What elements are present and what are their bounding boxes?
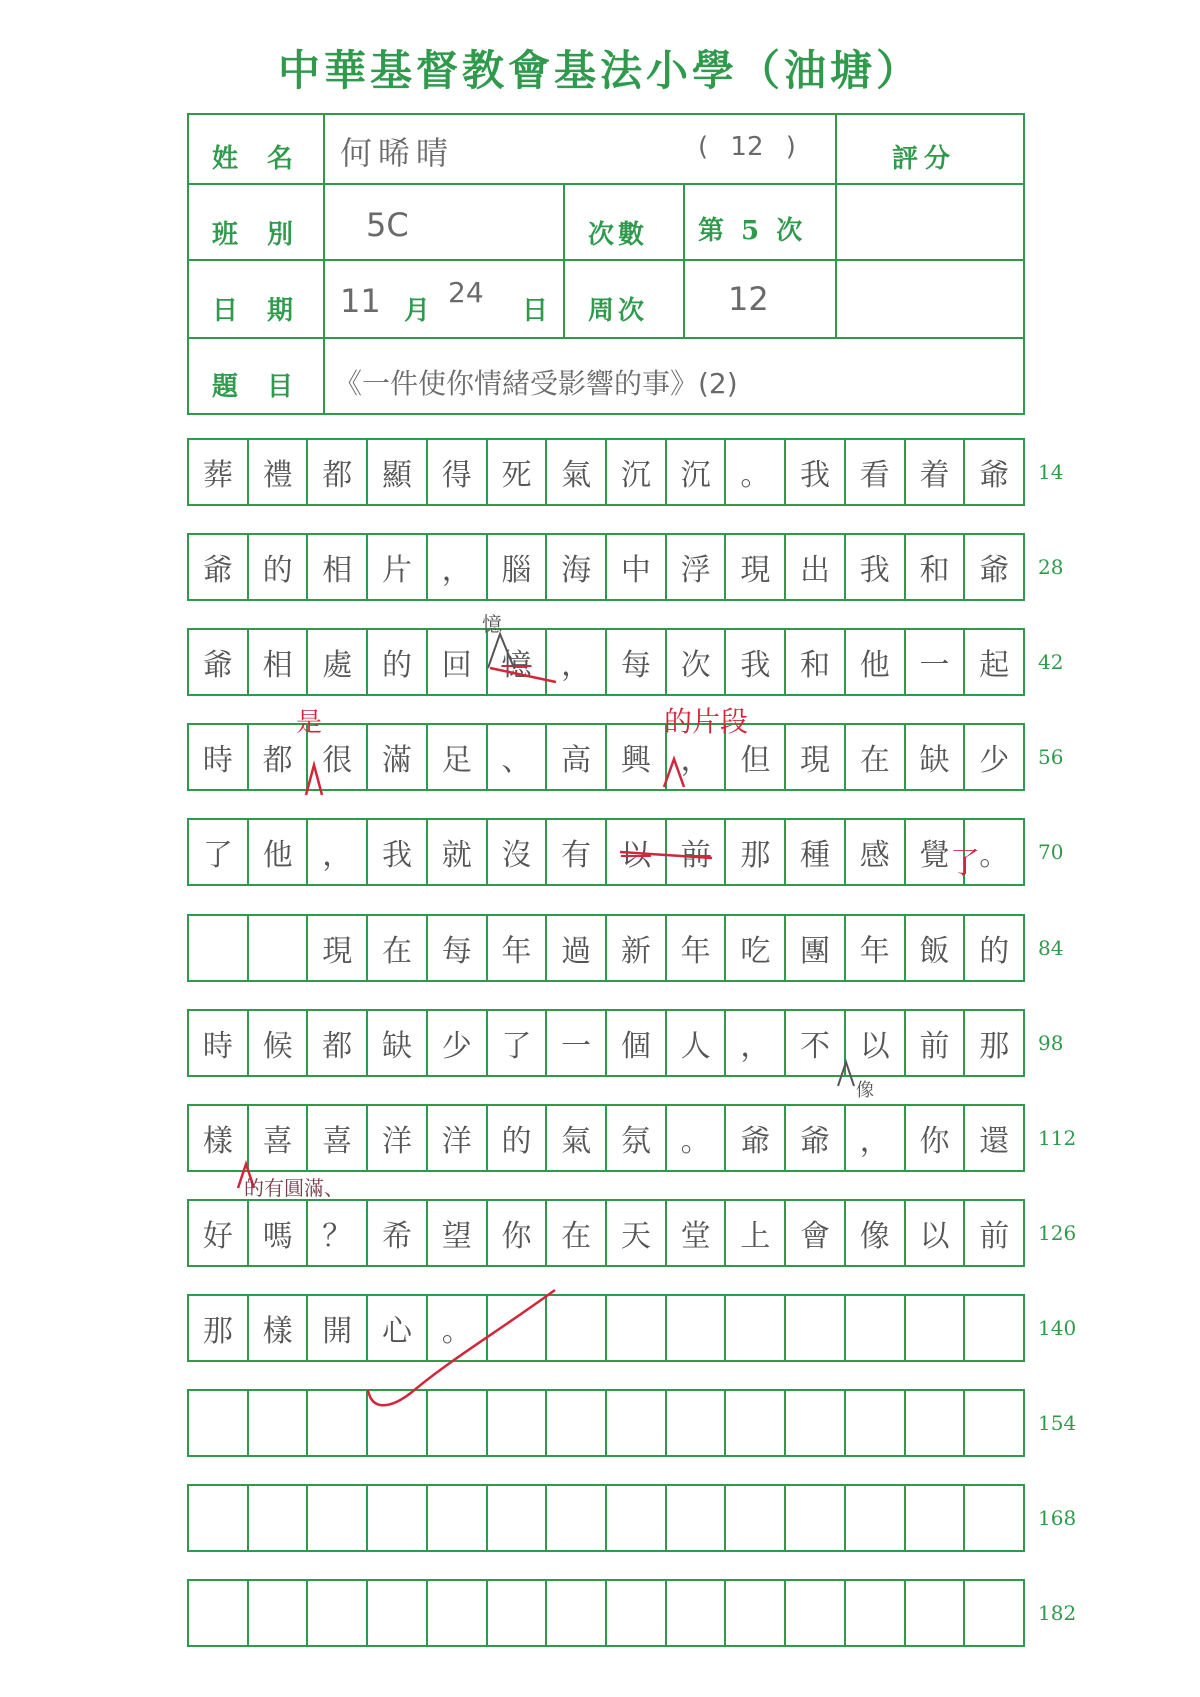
character-count: 112 — [1038, 1126, 1077, 1150]
attempt-label: 次數 — [588, 220, 649, 250]
grid-cell: 爺 — [202, 553, 233, 588]
grid-cell: 覺 — [904, 820, 964, 884]
grid-cell: ， — [844, 1106, 904, 1170]
grid-cell: 都 — [247, 725, 307, 789]
character-count: 56 — [1038, 745, 1064, 769]
grid-cell: 少 — [963, 725, 1023, 789]
date-label: 日 期 — [212, 296, 304, 326]
grid-cell: 時 — [202, 743, 233, 778]
character-count: 126 — [1038, 1221, 1077, 1245]
grid-cell: 缺 — [904, 725, 964, 789]
date-day: 24 — [448, 276, 484, 309]
grid-cell: ， — [306, 820, 366, 884]
grid-cell: 我 — [366, 820, 426, 884]
grid-cell: 少 — [426, 1011, 486, 1075]
grid-cell: 望 — [426, 1201, 486, 1265]
grid-cell: 那 — [963, 1011, 1023, 1075]
date-day-label: 日 — [522, 296, 559, 326]
grid-cell: 。 — [665, 1106, 725, 1170]
character-count: 154 — [1038, 1411, 1077, 1435]
grid-cell: 和 — [904, 535, 964, 599]
grid-cell: 但 — [724, 725, 784, 789]
class-value: 5C — [366, 206, 409, 244]
character-count: 84 — [1038, 936, 1064, 960]
grid-cell: 以 — [605, 820, 665, 884]
name-value: 何晞晴 — [340, 134, 455, 172]
grid-cell: 沒 — [486, 820, 546, 884]
grid-cell: 次 — [665, 630, 725, 694]
grid-cell: 爺 — [202, 648, 233, 683]
grid-cell: 得 — [426, 440, 486, 504]
grid-cell: 。 — [724, 440, 784, 504]
grid-cell: 爺 — [963, 535, 1023, 599]
grid-cell: 嗎 — [247, 1201, 307, 1265]
grid-cell: 時 — [202, 1029, 233, 1064]
grid-cell: 新 — [605, 916, 665, 980]
grid-cell: 死 — [486, 440, 546, 504]
grid-cell: 堂 — [665, 1201, 725, 1265]
grid-cell: ， — [724, 1011, 784, 1075]
grid-cell: 氣 — [545, 1106, 605, 1170]
grid-cell: 足 — [426, 725, 486, 789]
character-count: 42 — [1038, 650, 1064, 674]
grid-cell: 前 — [904, 1011, 964, 1075]
grid-cell: 我 — [844, 535, 904, 599]
grid-cell: 和 — [784, 630, 844, 694]
grid-cell: ？ — [306, 1201, 366, 1265]
grid-cell: 沉 — [665, 440, 725, 504]
grid-cell: 個 — [605, 1011, 665, 1075]
grid-cell: 了 — [486, 1011, 546, 1075]
grid-cell: 在 — [366, 916, 426, 980]
correction-insert: 是 — [296, 708, 323, 738]
grid-cell: 缺 — [366, 1011, 426, 1075]
grid-cell: 。 — [426, 1296, 486, 1360]
grid-cell: 會 — [784, 1201, 844, 1265]
grid-cell: 現 — [724, 535, 784, 599]
grid-cell: 都 — [306, 440, 366, 504]
grid-cell: 樣 — [202, 1124, 233, 1159]
grid-cell: 他 — [844, 630, 904, 694]
grid-cell: 不 — [784, 1011, 844, 1075]
grid-cell: 飯 — [904, 916, 964, 980]
grid-cell: 顯 — [366, 440, 426, 504]
grid-cell: 就 — [426, 820, 486, 884]
grid-cell: 前 — [963, 1201, 1023, 1265]
grid-cell: 天 — [605, 1201, 665, 1265]
grid-cell: 。 — [963, 820, 1023, 884]
grid-cell: 洋 — [426, 1106, 486, 1170]
grid-cell: 團 — [784, 916, 844, 980]
grid-cell: 爺 — [963, 440, 1023, 504]
grid-cell: 感 — [844, 820, 904, 884]
grid-cell: 現 — [784, 725, 844, 789]
grid-cell: 在 — [545, 1201, 605, 1265]
score-label: 評分 — [892, 144, 957, 174]
grid-cell: 腦 — [486, 535, 546, 599]
topic-label: 題 目 — [212, 372, 304, 402]
grid-cell: 片 — [366, 535, 426, 599]
grid-cell: 開 — [306, 1296, 366, 1360]
character-count: 140 — [1038, 1316, 1077, 1340]
grid-cell: 他 — [247, 820, 307, 884]
grid-cell: 氣 — [545, 440, 605, 504]
grid-cell: 每 — [426, 916, 486, 980]
grid-cell: 很 — [306, 725, 366, 789]
grid-cell: 現 — [306, 916, 366, 980]
grid-cell: 滿 — [366, 725, 426, 789]
grid-cell: 了 — [202, 838, 233, 873]
character-count: 168 — [1038, 1506, 1077, 1530]
grid-cell: 年 — [844, 916, 904, 980]
grid-cell: 一 — [545, 1011, 605, 1075]
school-title: 中華基督教會基法小學（油塘） — [277, 46, 922, 95]
grid-cell: 一 — [904, 630, 964, 694]
grid-cell: 看 — [844, 440, 904, 504]
grid-cell: ， — [426, 535, 486, 599]
class-label: 班 別 — [212, 220, 304, 250]
grid-cell: 氛 — [605, 1106, 665, 1170]
grid-cell: 相 — [247, 630, 307, 694]
grid-cell: 像 — [844, 1201, 904, 1265]
grid-cell: 樣 — [247, 1296, 307, 1360]
date-month-label: 月 — [404, 296, 441, 326]
grid-cell: 相 — [306, 535, 366, 599]
topic-value: 《一件使你情緒受影響的事》(2) — [334, 367, 738, 400]
grid-cell: 浮 — [665, 535, 725, 599]
grid-cell: 回 — [426, 630, 486, 694]
correction-insert: 的有圓滿、 — [244, 1176, 344, 1200]
grid-cell: 葬 — [202, 458, 233, 493]
grid-cell: 都 — [306, 1011, 366, 1075]
grid-cell: 種 — [784, 820, 844, 884]
grid-cell: 你 — [904, 1106, 964, 1170]
correction-insert: 憶 — [482, 612, 502, 636]
grid-cell: 的 — [963, 916, 1023, 980]
grid-cell: 中 — [605, 535, 665, 599]
correction-insert: 了 — [950, 846, 980, 881]
attempt-value: 第 5 次 — [698, 216, 807, 246]
grid-cell: 還 — [963, 1106, 1023, 1170]
grid-cell: 有 — [545, 820, 605, 884]
date-month: 11 — [340, 282, 381, 320]
grid-cell: 禮 — [247, 440, 307, 504]
grid-cell: 的 — [486, 1106, 546, 1170]
grid-cell: 以 — [904, 1201, 964, 1265]
grid-cell: 的 — [247, 535, 307, 599]
grid-cell: 我 — [784, 440, 844, 504]
grid-cell: 爺 — [784, 1106, 844, 1170]
grid-cell: 喜 — [247, 1106, 307, 1170]
character-count: 14 — [1038, 460, 1064, 484]
grid-cell: 前 — [665, 820, 725, 884]
character-count: 70 — [1038, 840, 1064, 864]
correction-insert: 的片段 — [664, 705, 749, 738]
grid-cell: 的 — [366, 630, 426, 694]
week-label: 周次 — [588, 296, 649, 326]
class-number: ( 12 ) — [698, 132, 796, 162]
grid-cell: 上 — [724, 1201, 784, 1265]
grid-cell: 着 — [904, 440, 964, 504]
character-count: 98 — [1038, 1031, 1064, 1055]
grid-cell: 那 — [202, 1314, 233, 1349]
grid-cell: 希 — [366, 1201, 426, 1265]
grid-cell: 以 — [844, 1011, 904, 1075]
grid-cell: 心 — [366, 1296, 426, 1360]
grid-cell: 那 — [724, 820, 784, 884]
grid-cell: ， — [665, 725, 725, 789]
grid-cell: 在 — [844, 725, 904, 789]
grid-cell: 處 — [306, 630, 366, 694]
grid-cell: 人 — [665, 1011, 725, 1075]
grid-cell: 每 — [605, 630, 665, 694]
grid-cell: 興 — [605, 725, 665, 789]
grid-cell: 爺 — [724, 1106, 784, 1170]
grid-cell: 年 — [486, 916, 546, 980]
grid-cell: 過 — [545, 916, 605, 980]
grid-cell: 、 — [486, 725, 546, 789]
week-value: 12 — [728, 280, 769, 318]
grid-cell: 憶 — [486, 630, 546, 694]
character-count: 182 — [1038, 1601, 1077, 1625]
grid-cell: 洋 — [366, 1106, 426, 1170]
grid-cell: 出 — [784, 535, 844, 599]
grid-cell: 起 — [963, 630, 1023, 694]
grid-cell: 沉 — [605, 440, 665, 504]
grid-cell: 吃 — [724, 916, 784, 980]
grid-cell: 年 — [665, 916, 725, 980]
grid-cell: 你 — [486, 1201, 546, 1265]
grid-cell: 候 — [247, 1011, 307, 1075]
grid-cell: 海 — [545, 535, 605, 599]
correction-insert: 像 — [856, 1080, 874, 1101]
character-count: 28 — [1038, 555, 1064, 579]
grid-cell: ， — [545, 630, 605, 694]
name-label: 姓 名 — [212, 144, 304, 174]
grid-cell: 喜 — [306, 1106, 366, 1170]
grid-cell: 好 — [202, 1219, 233, 1254]
grid-cell: 高 — [545, 725, 605, 789]
grid-cell: 我 — [724, 630, 784, 694]
